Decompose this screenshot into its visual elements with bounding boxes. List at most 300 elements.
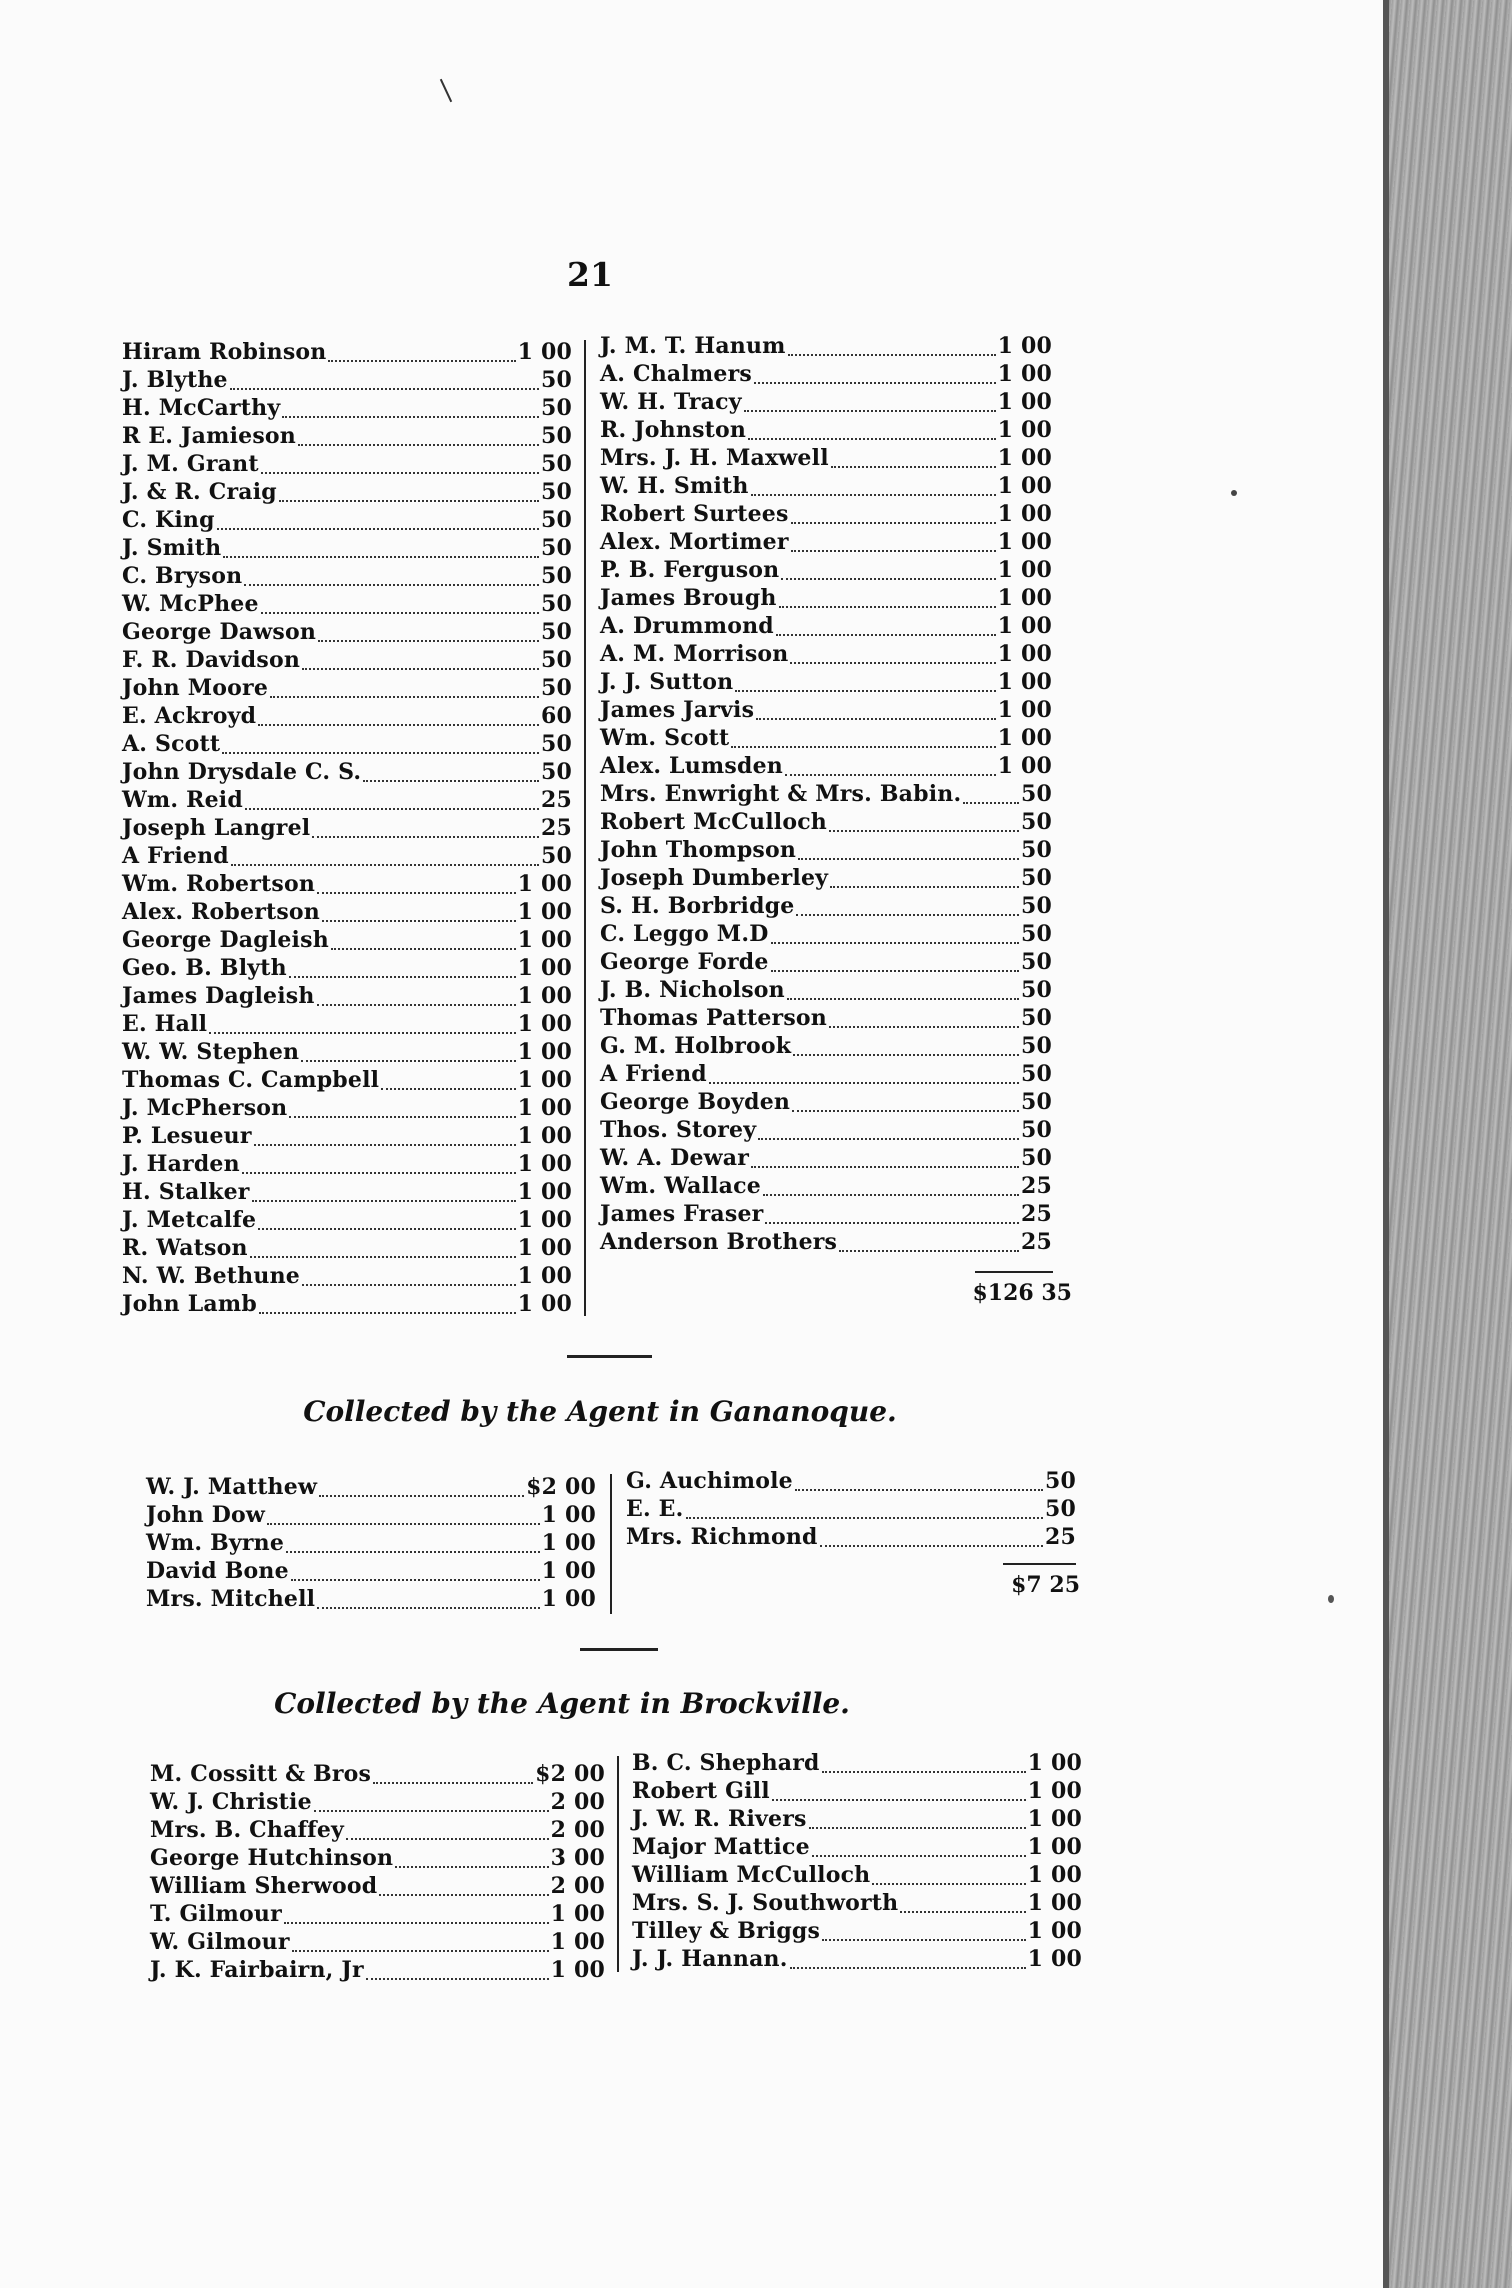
- list-item: [600, 837, 1052, 865]
- dot-leader: [772, 1799, 1026, 1801]
- list-item: [600, 1117, 1052, 1145]
- subscription-amount: 2 00: [550, 1789, 605, 1815]
- dot-leader: [756, 718, 995, 720]
- subscriber-name: Thos. Storey: [600, 1117, 757, 1143]
- subscription-amount: 1 00: [997, 389, 1052, 415]
- list-item: [122, 1011, 572, 1039]
- subscription-amount: 1 00: [997, 753, 1052, 779]
- dot-leader: [298, 444, 539, 446]
- list-item: [146, 1530, 596, 1558]
- list-item: [122, 703, 572, 731]
- dot-leader: [839, 1250, 1019, 1252]
- list-item: [600, 1201, 1052, 1229]
- dot-leader: [317, 1607, 539, 1609]
- subscription-amount: 50: [540, 759, 572, 785]
- list-item: [122, 927, 572, 955]
- page-number: 21: [567, 255, 613, 294]
- list-item: [122, 451, 572, 479]
- list-item: [122, 619, 572, 647]
- subscriber-name: B. C. Shephard: [632, 1750, 820, 1776]
- subscription-amount: 1 00: [1027, 1890, 1082, 1916]
- list-item: [122, 843, 572, 871]
- subscriber-name: William McCulloch: [632, 1862, 871, 1888]
- dot-leader: [223, 556, 539, 558]
- dot-leader: [322, 920, 516, 922]
- dot-leader: [373, 1782, 533, 1784]
- list-item: [122, 535, 572, 563]
- dot-leader: [379, 1894, 548, 1896]
- subscription-amount: 50: [1020, 1005, 1052, 1031]
- subscriber-name: Alex. Mortimer: [600, 529, 789, 555]
- list-item: [122, 787, 572, 815]
- subscriber-name: E. E.: [626, 1496, 684, 1522]
- dot-leader: [242, 1172, 516, 1174]
- subscriber-name: G. M. Holbrook: [600, 1033, 792, 1059]
- list-item: [600, 417, 1052, 445]
- list-item: [122, 955, 572, 983]
- subscriber-name: John Drysdale C. S.: [122, 759, 362, 785]
- list-item: [122, 1095, 572, 1123]
- list-item: [600, 949, 1052, 977]
- list-item: [150, 1817, 605, 1845]
- subscription-amount: 1 00: [997, 557, 1052, 583]
- dot-leader: [302, 668, 539, 670]
- dot-leader: [820, 1545, 1043, 1547]
- dot-leader: [830, 886, 1019, 888]
- subscriber-name: H. Stalker: [122, 1179, 250, 1205]
- subscription-amount: 1 00: [517, 983, 572, 1009]
- subscription-amount: 1 00: [997, 669, 1052, 695]
- subscriber-name: F. R. Davidson: [122, 647, 301, 673]
- list-item: [122, 339, 572, 367]
- subscription-amount: 50: [1044, 1468, 1076, 1494]
- list-item: [600, 781, 1052, 809]
- subscriber-name: P. Lesueur: [122, 1123, 252, 1149]
- subscriber-name: Wm. Scott: [600, 725, 730, 751]
- section-heading-gananoque: Collected by the Agent in Gananoque.: [303, 1395, 897, 1428]
- dot-leader: [222, 752, 539, 754]
- subscriber-name: William Sherwood: [150, 1873, 378, 1899]
- subscriber-name: Wm. Wallace: [600, 1173, 761, 1199]
- ink-mark: [440, 79, 452, 103]
- dot-leader: [317, 892, 516, 894]
- list-item: [600, 697, 1052, 725]
- dot-leader: [822, 1771, 1026, 1773]
- dot-leader: [279, 500, 539, 502]
- list-item: [632, 1834, 1082, 1862]
- subscriber-name: W. J. Matthew: [146, 1474, 318, 1500]
- subscription-amount: 1 00: [541, 1530, 596, 1556]
- dot-leader: [751, 1166, 1019, 1168]
- subscription-amount: 50: [540, 535, 572, 561]
- dot-leader: [779, 606, 996, 608]
- subscriber-name: W. H. Smith: [600, 473, 749, 499]
- list-item: [122, 815, 572, 843]
- subscription-amount: 1 00: [1027, 1946, 1082, 1972]
- dot-leader: [231, 864, 539, 866]
- dot-leader: [829, 830, 1019, 832]
- dot-leader: [317, 1004, 516, 1006]
- subscription-amount: 50: [1020, 1089, 1052, 1115]
- subscriber-name: David Bone: [146, 1558, 289, 1584]
- list-item: [122, 1207, 572, 1235]
- subscription-amount: 1 00: [517, 339, 572, 365]
- dot-leader: [289, 976, 516, 978]
- subscription-amount: 1 00: [517, 1263, 572, 1289]
- dot-leader: [258, 724, 539, 726]
- subscription-amount: 25: [1044, 1524, 1076, 1550]
- dot-leader: [302, 1284, 516, 1286]
- dot-leader: [363, 780, 539, 782]
- subscription-amount: 50: [540, 619, 572, 645]
- dot-leader: [244, 584, 539, 586]
- list-item: [600, 893, 1052, 921]
- list-item: [600, 1033, 1052, 1061]
- subscription-amount: 2 00: [550, 1873, 605, 1899]
- subscriber-name: A. Scott: [122, 731, 221, 757]
- subscription-amount: 50: [1020, 837, 1052, 863]
- list-item: [600, 809, 1052, 837]
- subscription-amount: 50: [540, 395, 572, 421]
- subscription-amount: 25: [540, 787, 572, 813]
- list-item: [626, 1496, 1076, 1524]
- dot-leader: [331, 948, 516, 950]
- list-item: [600, 1061, 1052, 1089]
- subscriber-name: J. & R. Craig: [122, 479, 277, 505]
- subscription-amount: 1 00: [1027, 1806, 1082, 1832]
- list-item: [122, 395, 572, 423]
- subscriber-name: R. Johnston: [600, 417, 747, 443]
- subscription-amount: 25: [1020, 1201, 1052, 1227]
- dot-leader: [900, 1911, 1025, 1913]
- list-item: [632, 1806, 1082, 1834]
- list-item: [146, 1474, 596, 1502]
- subscriber-name: James Jarvis: [600, 697, 755, 723]
- subscriber-name: A Friend: [122, 843, 229, 869]
- dot-leader: [796, 914, 1019, 916]
- subscriber-name: Wm. Byrne: [146, 1530, 285, 1556]
- list-item: [150, 1901, 605, 1929]
- subscriber-name: Mrs. Mitchell: [146, 1586, 316, 1612]
- list-item: [122, 1235, 572, 1263]
- subscriber-name: A. M. Morrison: [600, 641, 789, 667]
- list-item: [122, 367, 572, 395]
- list-item: [600, 613, 1052, 641]
- subscriber-name: Mrs. Enwright & Mrs. Babin.: [600, 781, 962, 807]
- subscription-amount: 50: [1020, 809, 1052, 835]
- dot-leader: [381, 1088, 515, 1090]
- dot-leader: [267, 1523, 540, 1525]
- subscriber-name: S. H. Borbridge: [600, 893, 795, 919]
- list-item: [122, 899, 572, 927]
- subscriber-name: Wm. Reid: [122, 787, 243, 813]
- subscription-amount: 1 00: [997, 585, 1052, 611]
- list-item: [600, 389, 1052, 417]
- list-item: [632, 1862, 1082, 1890]
- subscription-amount: 50: [1044, 1496, 1076, 1522]
- subscription-amount: 1 00: [1027, 1862, 1082, 1888]
- dot-leader: [790, 1967, 1026, 1969]
- list-item: [150, 1873, 605, 1901]
- total-rule: [1003, 1563, 1076, 1565]
- list-item: [600, 921, 1052, 949]
- dot-leader: [731, 746, 995, 748]
- dot-leader: [270, 696, 539, 698]
- subscription-amount: 50: [1020, 949, 1052, 975]
- subscription-amount: 1 00: [517, 871, 572, 897]
- list-item: [632, 1778, 1082, 1806]
- page-edge: [1383, 0, 1512, 2288]
- subscription-amount: 1 00: [997, 613, 1052, 639]
- subscriber-name: H. McCarthy: [122, 395, 281, 421]
- list-item: [600, 445, 1052, 473]
- subscriber-name: A. Drummond: [600, 613, 774, 639]
- list-item: [600, 361, 1052, 389]
- subscriber-name: W. Gilmour: [150, 1929, 290, 1955]
- section-separator: [580, 1648, 658, 1651]
- subscription-amount: 1 00: [541, 1558, 596, 1584]
- section-separator: [567, 1355, 652, 1358]
- list-item: [632, 1890, 1082, 1918]
- subscription-amount: 50: [1020, 1061, 1052, 1087]
- list-item: [632, 1946, 1082, 1974]
- list-item: [632, 1750, 1082, 1778]
- subscription-amount: 1 00: [517, 1039, 572, 1065]
- list-item: [600, 585, 1052, 613]
- dot-leader: [798, 858, 1019, 860]
- list-item: [122, 1263, 572, 1291]
- subscription-amount: 1 00: [517, 1235, 572, 1261]
- list-item: [122, 423, 572, 451]
- subscriber-name: Geo. B. Blyth: [122, 955, 287, 981]
- list-item: [150, 1761, 605, 1789]
- subscriber-name: Alex. Lumsden: [600, 753, 783, 779]
- subscriber-name: J. K. Fairbairn, Jr: [150, 1957, 364, 1983]
- list-item: [122, 479, 572, 507]
- section-heading-brockville: Collected by the Agent in Brockville.: [274, 1687, 850, 1720]
- left-column: [150, 1761, 605, 1985]
- subscriber-name: George Dagleish: [122, 927, 329, 953]
- subscription-amount: 25: [540, 815, 572, 841]
- dot-leader: [686, 1517, 1043, 1519]
- list-item: [600, 669, 1052, 697]
- subscription-amount: $2 00: [535, 1761, 605, 1787]
- subscription-amount: 1 00: [517, 1123, 572, 1149]
- subscription-amount: 1 00: [1027, 1918, 1082, 1944]
- list-item: [600, 501, 1052, 529]
- subscription-amount: 1 00: [517, 1011, 572, 1037]
- dot-leader: [788, 354, 996, 356]
- subscriber-name: Joseph Dumberley: [600, 865, 829, 891]
- dot-leader: [292, 1950, 549, 1952]
- subscription-amount: 50: [1020, 781, 1052, 807]
- list-item: [122, 1123, 572, 1151]
- subscriber-name: George Boyden: [600, 1089, 791, 1115]
- subscription-amount: 50: [1020, 893, 1052, 919]
- dot-leader: [776, 634, 996, 636]
- dot-leader: [763, 1194, 1019, 1196]
- dot-leader: [328, 360, 515, 362]
- list-item: [122, 1039, 572, 1067]
- subscriber-name: J. Harden: [122, 1151, 240, 1177]
- subscription-amount: 25: [1020, 1229, 1052, 1255]
- list-item: [600, 1145, 1052, 1173]
- list-item: [600, 1229, 1052, 1257]
- subscriber-name: Thomas C. Campbell: [122, 1067, 380, 1093]
- subscription-amount: 1 00: [997, 361, 1052, 387]
- list-item: [600, 1005, 1052, 1033]
- list-item: [122, 675, 572, 703]
- subscription-amount: 50: [540, 591, 572, 617]
- list-item: [122, 591, 572, 619]
- dot-leader: [765, 1222, 1019, 1224]
- dot-leader: [963, 802, 1019, 804]
- subscriber-name: C. Leggo M.D: [600, 921, 769, 947]
- total-rule: [975, 1271, 1053, 1273]
- dot-leader: [312, 836, 539, 838]
- subscriber-name: E. Ackroyd: [122, 703, 257, 729]
- list-item: [600, 725, 1052, 753]
- subscriber-name: George Forde: [600, 949, 769, 975]
- dot-leader: [289, 1116, 515, 1118]
- subscription-amount: 1 00: [997, 333, 1052, 359]
- dot-leader: [209, 1032, 515, 1034]
- list-item: [600, 865, 1052, 893]
- subscription-amount: 1 00: [997, 725, 1052, 751]
- subscriber-name: Mrs. Richmond: [626, 1524, 818, 1550]
- dot-leader: [790, 662, 995, 664]
- subscriber-name: Tilley & Briggs: [632, 1918, 821, 1944]
- dot-leader: [261, 612, 539, 614]
- subscriber-name: N. W. Bethune: [122, 1263, 300, 1289]
- dot-leader: [771, 970, 1019, 972]
- subscriber-name: P. B. Ferguson: [600, 557, 780, 583]
- dot-leader: [366, 1978, 549, 1980]
- list-item: [122, 647, 572, 675]
- list-item: [122, 983, 572, 1011]
- list-item: [122, 731, 572, 759]
- list-item: [150, 1957, 605, 1985]
- subscription-amount: 1 00: [550, 1901, 605, 1927]
- dot-leader: [829, 1026, 1019, 1028]
- dot-leader: [735, 690, 995, 692]
- subscription-amount: 1 00: [997, 501, 1052, 527]
- subscription-amount: 50: [540, 479, 572, 505]
- ink-speck: [1328, 1595, 1334, 1603]
- subscriber-name: James Brough: [600, 585, 777, 611]
- subscription-amount: 50: [540, 675, 572, 701]
- dot-leader: [785, 774, 996, 776]
- subscription-amount: 50: [1020, 977, 1052, 1003]
- dot-leader: [395, 1866, 548, 1868]
- subscriber-name: George Hutchinson: [150, 1845, 394, 1871]
- list-item: [122, 1179, 572, 1207]
- subscriber-name: Mrs. B. Chaffey: [150, 1817, 345, 1843]
- dot-leader: [822, 1939, 1026, 1941]
- dot-leader: [792, 1110, 1019, 1112]
- dot-leader: [795, 1489, 1043, 1491]
- subscriber-name: C. Bryson: [122, 563, 243, 589]
- subscription-amount: 25: [1020, 1173, 1052, 1199]
- subscriber-name: J. J. Sutton: [600, 669, 734, 695]
- dot-leader: [258, 1228, 515, 1230]
- subscription-amount: 1 00: [541, 1586, 596, 1612]
- list-item: [122, 1151, 572, 1179]
- subscriber-name: Mrs. J. H. Maxwell: [600, 445, 829, 471]
- subscriber-name: C. King: [122, 507, 215, 533]
- subscriber-name: R E. Jamieson: [122, 423, 296, 449]
- subscriber-name: J. McPherson: [122, 1095, 288, 1121]
- subscription-amount: 1 00: [517, 1179, 572, 1205]
- dot-leader: [217, 528, 539, 530]
- list-item: [600, 1089, 1052, 1117]
- list-item: [146, 1586, 596, 1614]
- dot-leader: [744, 410, 996, 412]
- subscriber-name: J. M. Grant: [122, 451, 259, 477]
- list-item: [632, 1918, 1082, 1946]
- subscription-amount: 50: [1020, 1117, 1052, 1143]
- list-item: [122, 871, 572, 899]
- subscription-amount: 2 00: [550, 1817, 605, 1843]
- subscriber-name: James Fraser: [600, 1201, 764, 1227]
- subscription-amount: 60: [540, 703, 572, 729]
- right-column: [626, 1468, 1076, 1552]
- dot-leader: [793, 1054, 1019, 1056]
- subscription-amount: 1 00: [517, 899, 572, 925]
- column-divider: [584, 340, 586, 1316]
- subscription-amount: 1 00: [517, 1291, 572, 1317]
- subscriber-name: E. Hall: [122, 1011, 208, 1037]
- subscription-amount: 1 00: [517, 927, 572, 953]
- dot-leader: [791, 522, 996, 524]
- subscription-amount: 50: [1020, 1145, 1052, 1171]
- list-item: [122, 1067, 572, 1095]
- subscriber-name: Mrs. S. J. Southworth: [632, 1890, 899, 1916]
- dot-leader: [771, 942, 1019, 944]
- subscription-amount: 1 00: [997, 445, 1052, 471]
- list-item: [600, 529, 1052, 557]
- subscription-amount: 3 00: [550, 1845, 605, 1871]
- subscription-amount: 1 00: [517, 1207, 572, 1233]
- dot-leader: [254, 1144, 516, 1146]
- dot-leader: [261, 472, 539, 474]
- subscriber-name: W. McPhee: [122, 591, 259, 617]
- dot-leader: [812, 1855, 1026, 1857]
- subscription-amount: 50: [540, 563, 572, 589]
- subscription-amount: 1 00: [1027, 1834, 1082, 1860]
- subscriber-name: Thomas Patterson: [600, 1005, 827, 1031]
- ink-speck: [1231, 490, 1237, 496]
- subscriber-name: John Moore: [122, 675, 269, 701]
- dot-leader: [284, 1922, 549, 1924]
- list-item: [600, 473, 1052, 501]
- subscription-amount: 1 00: [517, 1067, 572, 1093]
- dot-leader: [751, 494, 996, 496]
- subscriber-name: A Friend: [600, 1061, 707, 1087]
- subscriber-name: W. A. Dewar: [600, 1145, 750, 1171]
- subscription-amount: 50: [540, 451, 572, 477]
- dot-leader: [754, 382, 996, 384]
- dot-leader: [291, 1579, 540, 1581]
- subscriber-name: Robert Gill: [632, 1778, 770, 1804]
- subscriber-name: John Thompson: [600, 837, 797, 863]
- subscriber-name: J. J. Hannan.: [632, 1946, 788, 1972]
- subscriber-name: John Dow: [146, 1502, 266, 1528]
- subscription-amount: 50: [540, 843, 572, 869]
- list-item: [122, 1291, 572, 1319]
- dot-leader: [314, 1810, 549, 1812]
- list-item: [146, 1502, 596, 1530]
